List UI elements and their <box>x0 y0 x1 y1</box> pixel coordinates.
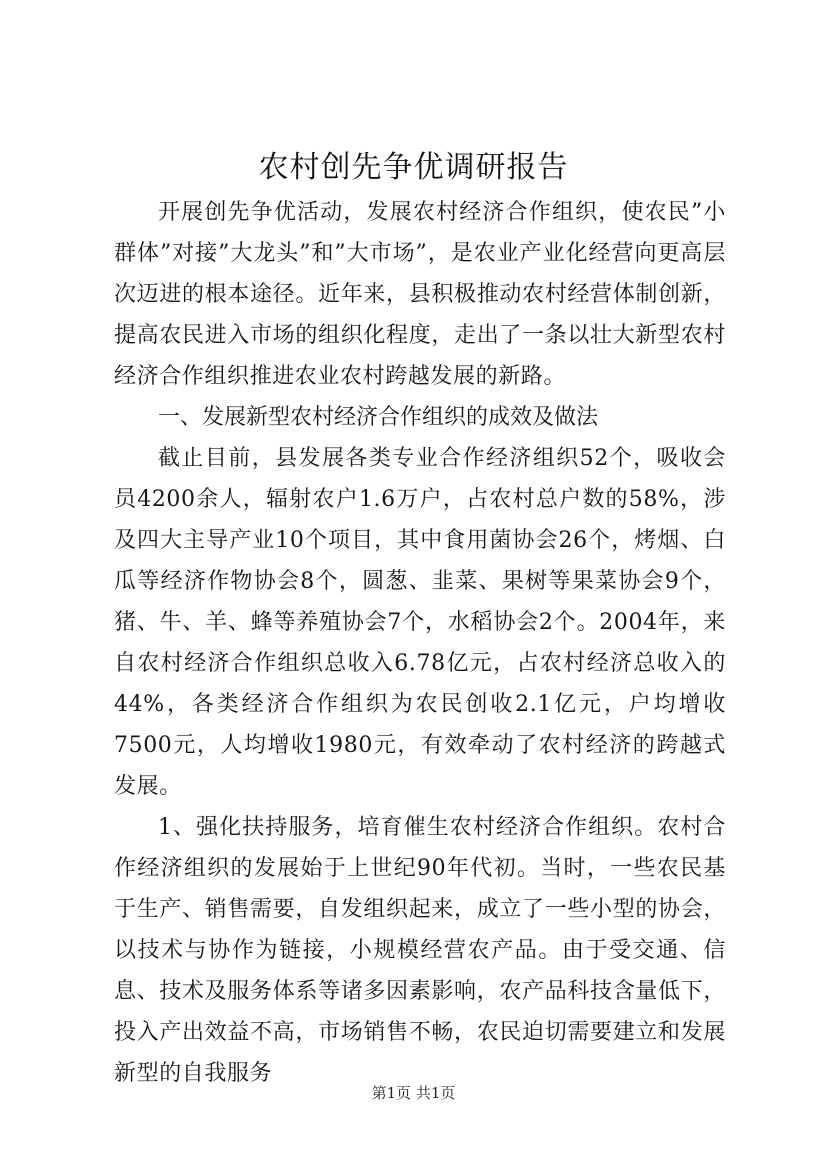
page-footer: 第1页 共1页 <box>371 1084 456 1102</box>
document-title: 农村创先争优调研报告 <box>258 150 569 185</box>
section-heading: 一、发展新型农村经济合作组织的成效及做法 <box>158 405 599 430</box>
statistics-paragraph: 截止目前，县发展各类专业合作经济组织52个，吸收会员4200余人，辐射农户1.6万户，占农村总户数的58%，涉及四大主导产业10个项目，其中食用菌协会26个，烤烟、白瓜等经济作物协会8个，圆葱、韭菜、果树等果菜协会9个，猪、牛、羊、蜂等养殖协会7个，水稻协会2个。2004年，来自农村经济合作组织总收入6.78亿元，占农村经济总收入的44%，各类经济合作组织为农民创收2.1亿元，户均增收7500元，人均增收1980元，有效牵动了农村经济的跨越式发展。 <box>114 446 726 799</box>
intro-paragraph: 开展创先争优活动，发展农村经济合作组织，使农民”小群体”对接”大龙头”和”大市场”，是农业产业化经营向更高层次迈进的根本途径。近年来，县积极推动农村经营体制创新，提高农民进入市场的组织化程度，走出了一条以壮大新型农村经济合作组织推进农业农村跨越发展的新路。 <box>114 200 726 389</box>
document-body <box>114 192 726 1094</box>
subsection-paragraph: 1、强化扶持服务，培育催生农村经济合作组织。农村合作经济组织的发展始于上世纪90年代初。当时，一些农民基于生产、销售需要，自发组织起来，成立了一些小型的协会，以技术与协作为链接，小规模经营农产品。由于受交通、信息、技术及服务体系等诸多因素影响，农产品科技含量低下，投入产出效益不高，市场销售不畅，农民迫切需要建立和发展新型的自我服务 <box>114 815 726 1086</box>
